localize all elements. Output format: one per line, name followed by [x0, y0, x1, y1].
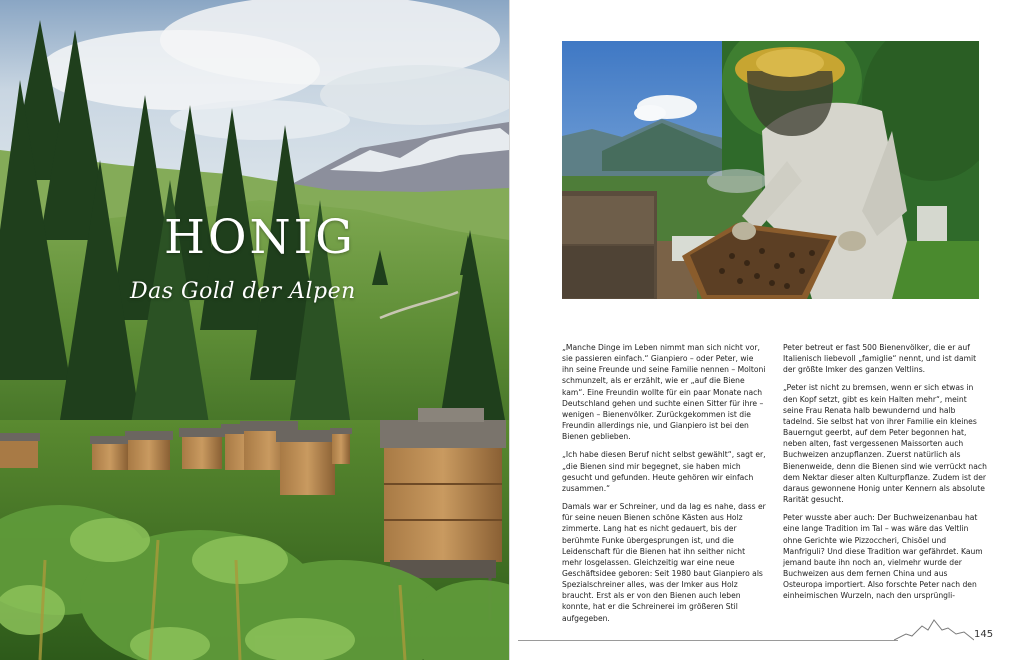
alpine-meadow-photo	[0, 0, 509, 660]
left-page-photo	[0, 0, 509, 660]
chapter-title-block	[130, 210, 370, 304]
page-gutter	[509, 0, 510, 660]
text-column-left	[562, 342, 767, 631]
footer-rule	[518, 640, 898, 641]
chapter-subtitle: Das Gold der Alpen	[130, 279, 356, 304]
chapter-title: HONIG	[164, 210, 356, 265]
paragraph: Peter betreut er fast 500 Bienenvölker, die er auf Italienisch liebevoll „famiglie“ nennt, und ist damit der größte Imker des ganzen Veltlins.	[783, 343, 977, 375]
page-number: 145	[974, 629, 994, 640]
paragraph: „Ich habe diesen Beruf nicht selbst gewählt“, sagt er, „die Bienen sind mir begegnet, sie haben mich gesucht und gefunden. Heute gehören wir einfach zusammen.“	[562, 450, 766, 493]
beekeeper-illustration	[562, 41, 979, 299]
paragraph: „Peter ist nicht zu bremsen, wenn er sich etwas in den Kopf setzt, gibt es kein Halten mehr“, meint seine Frau Renata halb bewundernd und halb tadelnd. Sie selbst hat von ihrer Familie ein kleines Bauerngut geerbt, auf dem Peter begonnen hat, neben alten, fast vergessenen Maissorten auch Buchweizen anzupflanzen. Zuerst natürlich als Bienenweide, denn die Bienen sind wie verrückt nach dem Nektar dieser alten Kulturpflanze. Zudem ist der daraus gewonnene Honig unter Kennern als absolute Rarität gesucht.	[783, 383, 987, 505]
beekeeper-photo	[562, 41, 979, 299]
mountain-outline-icon	[894, 618, 974, 642]
paragraph: „Manche Dinge im Leben nimmt man sich nicht vor, sie passieren einfach.“ Gianpiero – oder Peter, wie ihn seine Freunde und seine Familie nennen – Moltoni schmunzelt, als er erzählt, wie er „auf die Biene kam“. Eine Freundin wollte für ein paar Monate nach Deutschland gehen und suchte einen Sitter für ihre – wenigen – Bienenvölker. Zurückgekommen ist die Freundin allerdings nie, und Gianpiero ist bei den Bienen geblieben.	[562, 343, 766, 442]
text-column-right	[783, 342, 988, 608]
paragraph: Damals war er Schreiner, und da lag es nahe, dass er für seine neuen Bienen schöne Kästen aus Holz zimmerte. Lang hat es nicht gedauert, bis der berühmte Funke übergesprungen ist, und die Leidenschaft für die Bienen hat ihn seither nicht mehr losgelassen. Gleichzeitig war eine neue Geschäftsidee geboren: Seit 1980 baut Gianpiero als Spezialschreiner alles, was der Imker aus Holz braucht. Erst als er von den Bienen auch leben konnte, hat er die Schreinerei im größeren Stil aufgegeben.	[562, 502, 766, 623]
paragraph: Peter wusste aber auch: Der Buchweizenanbau hat eine lange Tradition im Tal – was wäre das Veltlin ohne Gerichte wie Pizzoccheri, Chisöel und Manfriguli? Und diese Tradition war gefährdet. Kaum jemand baute ihn noch an, vielmehr wurde der Buchweizen aus dem fernen China und aus Osteuropa importiert. Also forschte Peter nach den einheimischen Wurzeln, nach den ursprüngli-	[783, 513, 983, 601]
